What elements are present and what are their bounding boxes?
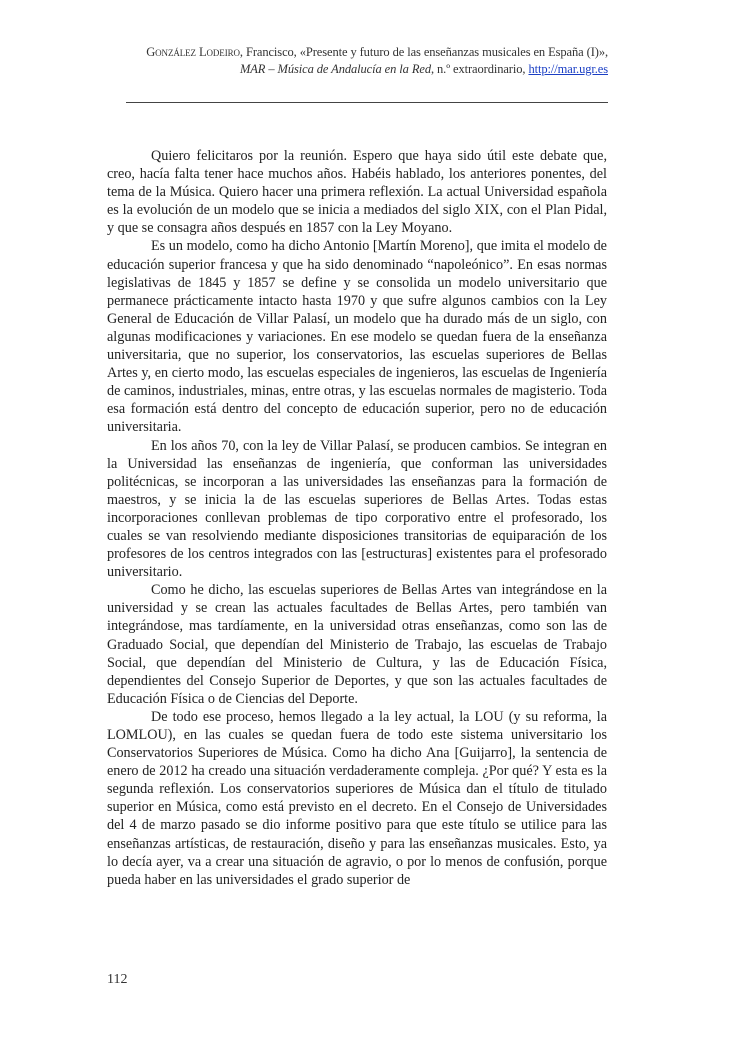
journal-issue: , n.º extraordinario, — [430, 62, 529, 76]
journal-url-link[interactable]: http://mar.ugr.es — [528, 62, 608, 76]
page-number: 112 — [107, 972, 128, 987]
citation-header — [146, 44, 608, 78]
article-body — [107, 147, 607, 889]
citation-title: , Francisco, «Presente y futuro de las enseñanzas musicales en España (I)», — [239, 45, 608, 59]
paragraph: Como he dicho, las escuelas superiores de Bellas Artes van integrándose en la universidad y se crean las actuales facultades de Bellas Artes, pero también van integrándose, mas tardíamente, en la universidad otras enseñanzas, como son las de Graduado Social, que dependían del Ministerio de Trabajo, las escuelas de Trabajo Social, que dependían del Ministerio de Cultura, y las de Educación Física, dependientes del Consejo Superior de Deportes, y que son las actuales facultades de Educación Física o de Ciencias del Deporte. — [107, 582, 607, 707]
paragraph: Quiero felicitaros por la reunión. Espero que haya sido útil este debate que, creo, hacía falta tener hace muchos años. Habéis hablado, los anteriores ponentes, del tema de la Música. Quiero hacer una primera reflexión. La actual Universidad española es la evolución de un modelo que se inicia a mediados del siglo XIX, con el Plan Pidal, y que se consagra años después en 1857 con la Ley Moyano. — [107, 148, 607, 237]
header-divider — [126, 102, 608, 103]
paragraph: De todo ese proceso, hemos llegado a la ley actual, la LOU (y su reforma, la LOMLOU), en las cuales se quedan fuera de todo este sistema universitario los Conservatorios Superiores de Música. Como ha dicho Ana [Guijarro], la sentencia de enero de 2012 ha creado una situación verdaderamente compleja. ¿Por qué? Y esta es la segunda reflexión. Los conservatorios superiores de Música dan el título de titulado superior en Música, como está previsto en el decreto. En el Consejo de Universidades del 4 de marzo pasado se dio informe positivo para que este título se utilice para las enseñanzas artísticas, de restauración, diseño y para las enseñanzas musicales. Esto, ya lo decía ayer, va a crear una situación de agravio, o por lo menos de confusión, porque pueda haber en las universidades el grado superior de — [107, 708, 607, 888]
paragraph: En los años 70, con la ley de Villar Palasí, se producen cambios. Se integran en la Universidad las enseñanzas de ingeniería, que conforman las universidades politécnicas, se incorporan a las universidades las enseñanzas para la formación de maestros, y se inicia la de las escuelas superiores de Bellas Artes. Todas estas incorporaciones conllevan problemas de tipo corporativo entre el profesorado, los cuales se van resolviendo mediante disposiciones transitorias de equiparación de los profesores de los centros integrados con las [estructuras] existentes para el profesorado universitario. — [107, 437, 607, 581]
journal-name: MAR – Música de Andalucía en la Red — [239, 62, 431, 76]
citation-line-2 — [146, 61, 608, 78]
citation-line-1 — [146, 44, 608, 61]
author-name: González Lodeiro — [146, 45, 240, 59]
paragraph: Es un modelo, como ha dicho Antonio [Martín Moreno], que imita el modelo de educación superior francesa y que ha sido denominado “napoleónico”. En esas normas legislativas de 1845 y 1857 se define y se consolida un modelo universitario que permanece prácticamente intacto hasta 1970 y que sufre algunos cambios con la Ley General de Educación de Villar Palasí, un modelo que ha durado más de un siglo, con algunas modificaciones y variaciones. En ese modelo se quedan fuera de la enseñanza universitaria, que no superior, los conservatorios, las escuelas superiores de Bellas Artes y, en cierto modo, las escuelas especiales de ingenieros, las escuelas de Ingeniería de caminos, industriales, minas, entre otras, y las escuelas normales de magisterio. Toda esa formación está dentro del concepto de educación superior, pero no de educación universitaria. — [107, 238, 607, 436]
